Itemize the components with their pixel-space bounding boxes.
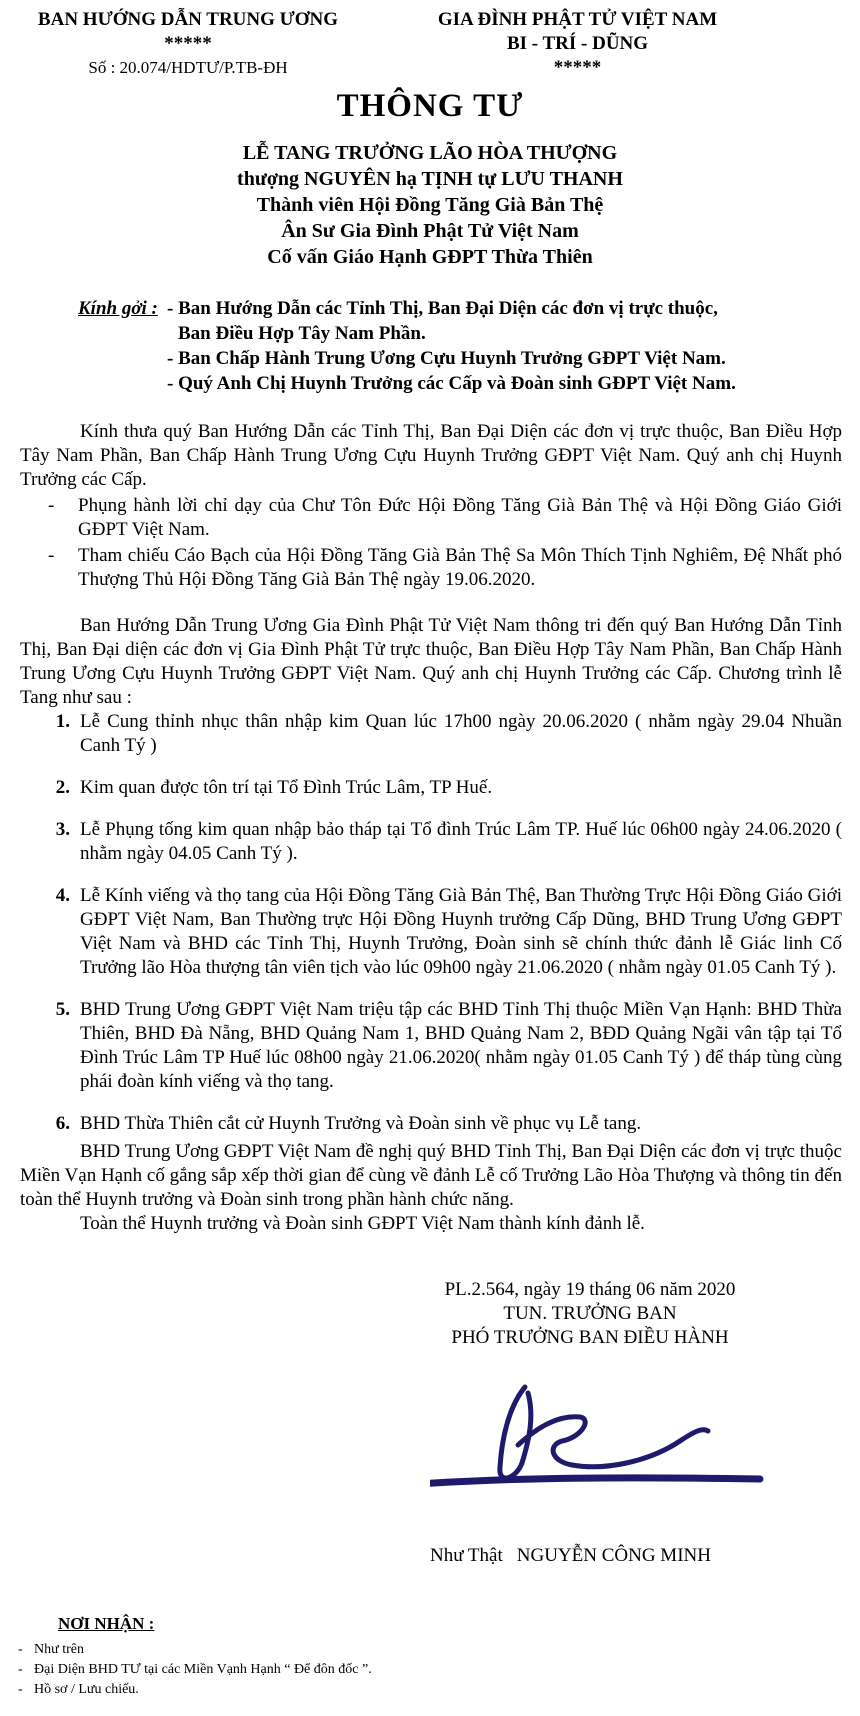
program-item: [20, 1112, 842, 1136]
distribution-dash: -: [18, 1642, 23, 1657]
program-item-text: Lễ Kính viếng và thọ tang của Hội Đồng Tăng Già Bản Thệ, Ban Thường Trực Hội Đồng Giáo Giới GĐPT Việt Nam, Ban Thường trực Hội Đồng Huynh trưởng Cấp Dũng, BHD Trung Ương GĐPT Việt Nam và BHD các Tỉnh Thị, Huynh Trưởng, Đoàn sinh sẽ chính thức đảnh lễ Giác linh Cố Trưởng lão Hòa thượng tân viên tịch vào lúc 09h00 ngày 21.06.2020 ( nhằm ngày 01.05 Canh Tý ).: [80, 885, 842, 978]
dash-item-text: Tham chiếu Cáo Bạch của Hội Đồng Tăng Già Bản Thệ Sa Môn Thích Tịnh Nghiêm, Đệ Nhất phó Thượng Thủ Hội Đồng Tăng Già Bản Thệ ngày 19.06.2020.: [78, 545, 842, 590]
program-item-text: Lễ Phụng tống kim quan nhập bảo tháp tại Tổ đình Trúc Lâm TP. Huế lúc 06h00 ngày 24.06.2020 ( nhằm ngày 04.05 Canh Tý ).: [80, 819, 842, 864]
subtitle-line: Cố vấn Giáo Hạnh GĐPT Thừa Thiên: [267, 246, 593, 268]
recipient-line: - Ban Chấp Hành Trung Ương Cựu Huynh Trưởng GĐPT Việt Nam.: [167, 348, 726, 369]
recipient-line: - Quý Anh Chị Huynh Trưởng các Cấp và Đoàn sinh GĐPT Việt Nam.: [167, 373, 736, 394]
handwritten-signature: [430, 1375, 810, 1495]
subtitle-line: Thành viên Hội Đồng Tăng Già Bản Thệ: [256, 194, 604, 216]
signer-role-2: PHÓ TRƯỞNG BAN ĐIỀU HÀNH: [451, 1327, 729, 1348]
distribution-dash: -: [18, 1682, 23, 1697]
request-paragraph: BHD Trung Ương GĐPT Việt Nam đề nghị quý BHD Tỉnh Thị, Ban Đại Diện các đơn vị trực thuộc Miền Vạn Hạnh cố gắng sắp xếp thời gian để cùng về đảnh Lễ cố Trưởng Lão Hòa Thượng và thông tin đến toàn thể Huynh trưởng và Đoàn sinh trong phần hành chức năng.: [20, 1141, 842, 1210]
signer-name-line: [430, 1545, 760, 1567]
distribution-item: [18, 1640, 372, 1660]
program-item-text: Kim quan được tôn trí tại Tổ Đình Trúc Lâm, TP Huế.: [80, 777, 493, 798]
recipients-list: [167, 296, 857, 396]
document-title: THÔNG TƯ: [336, 88, 524, 124]
distribution-list: [18, 1640, 372, 1700]
program-item-number: 3.: [55, 819, 70, 840]
signer-name: NGUYỄN CÔNG MINH: [516, 1545, 711, 1566]
dash-item: [20, 544, 842, 592]
dash-marker: -: [48, 495, 55, 516]
subtitle-line: Ân Sư Gia Đình Phật Tử Việt Nam: [281, 220, 579, 242]
recipient-line: Ban Điều Hợp Tây Nam Phần.: [178, 323, 426, 344]
subtitle-line: LỄ TANG TRƯỞNG LÃO HÒA THƯỢNG: [242, 142, 618, 164]
distribution-item-text: Hồ sơ / Lưu chiếu.: [34, 1682, 139, 1697]
distribution-item: [18, 1660, 372, 1680]
distribution-label-wrap: [58, 1614, 154, 1634]
program-item-number: 4.: [55, 885, 70, 906]
program-item: [20, 776, 842, 800]
distribution-item-text: Đại Diện BHD TƯ tại các Miền Vạnh Hạnh “ Để đôn đốc ”.: [34, 1662, 372, 1677]
document-reference-number: Số : 20.074/HDTƯ/P.TB-ĐH: [88, 58, 288, 77]
recipient-line: - Ban Hướng Dẫn các Tỉnh Thị, Ban Đại Diện các đơn vị trực thuộc,: [167, 298, 718, 319]
distribution-item-text: Như trên: [34, 1642, 84, 1657]
program-item-number: 1.: [55, 711, 70, 732]
header-left: [18, 8, 358, 80]
signature-block: [400, 1278, 780, 1350]
distribution-label: NƠI NHẬN :: [58, 1614, 155, 1633]
organization-motto: BI - TRÍ - DŨNG: [506, 33, 649, 54]
recipients-label-wrap: [78, 296, 158, 321]
program-item: [20, 998, 842, 1094]
issuing-org: BAN HƯỚNG DẪN TRUNG ƯƠNG: [37, 9, 339, 30]
intro-paragraph: Kính thưa quý Ban Hướng Dẫn các Tỉnh Thị, Ban Đại Diện các đơn vị trực thuộc, Ban Điều Hợp Tây Nam Phần, Ban Chấp Hành Trung Ương Cựu Huynh Trưởng GĐPT Việt Nam. Quý anh chị Huynh Trưởng các Cấp.: [20, 421, 842, 490]
program-item: [20, 884, 842, 980]
header-left-stars: *****: [164, 33, 212, 54]
program-item-text: Lễ Cung thỉnh nhục thân nhập kim Quan lúc 17h00 ngày 20.06.2020 ( nhằm ngày 29.04 Nhuần Canh Tý ): [80, 711, 842, 756]
header-right: [405, 8, 750, 80]
dash-marker: -: [48, 545, 55, 566]
program-item-number: 5.: [55, 999, 70, 1020]
announcement-paragraph: Ban Hướng Dẫn Trung Ương Gia Đình Phật Tử Việt Nam thông tri đến quý Ban Hướng Dẫn Tỉnh Thị, Ban Đại diện các đơn vị Gia Đình Phật Tử trực thuộc, Ban Điều Hợp Tây Nam Phần, Ban Chấp Hành Trung Ương Cựu Huynh Trưởng GĐPT Việt Nam. Quý anh chị Huynh Trưởng các Cấp. Chương trình lễ Tang như sau :: [20, 615, 842, 708]
distribution-item: [18, 1680, 372, 1700]
signer-role-1: TUN. TRƯỞNG BAN: [503, 1303, 677, 1324]
document-body: [20, 420, 842, 1236]
header-right-stars: *****: [553, 57, 602, 78]
program-item-text: BHD Trung Ương GĐPT Việt Nam triệu tập các BHD Tỉnh Thị thuộc Miền Vạn Hạnh: BHD Thừa Thiên, BHD Đà Nẵng, BHD Quảng Nam 1, BHD Quảng Nam 2, BĐD Quảng Ngãi vân tập tại Tổ Đình Trúc Lâm TP Huế lúc 08h00 ngày 21.06.2020( nhằm ngày 01.05 Canh Tý ) để tháp tùng cùng phái đoàn kính viếng và thọ tang.: [80, 999, 842, 1092]
distribution-dash: -: [18, 1662, 23, 1677]
program-item-number: 6.: [55, 1113, 70, 1134]
program-item: [20, 710, 842, 758]
program-item-text: BHD Thừa Thiên cắt cử Huynh Trưởng và Đoàn sinh về phục vụ Lễ tang.: [80, 1113, 642, 1134]
signer-prefix: Như Thật: [430, 1545, 503, 1566]
subtitle-line: thượng NGUYÊN hạ TỊNH tự LƯU THANH: [237, 168, 623, 190]
program-item-number: 2.: [55, 777, 70, 798]
recipients-label: Kính gởi :: [78, 298, 158, 319]
signing-date: PL.2.564, ngày 19 tháng 06 năm 2020: [444, 1279, 736, 1300]
dash-item: [20, 494, 842, 542]
dash-item-text: Phụng hành lời chỉ dạy của Chư Tôn Đức Hội Đồng Tăng Già Bản Thệ và Hội Đồng Giáo Giới GĐPT Việt Nam.: [78, 495, 842, 540]
closing-paragraph: Toàn thể Huynh trưởng và Đoàn sinh GĐPT Việt Nam thành kính đảnh lễ.: [80, 1213, 645, 1234]
program-item: [20, 818, 842, 866]
document-subtitle: [0, 140, 860, 270]
organization-name: GIA ĐÌNH PHẬT TỬ VIỆT NAM: [437, 9, 718, 30]
